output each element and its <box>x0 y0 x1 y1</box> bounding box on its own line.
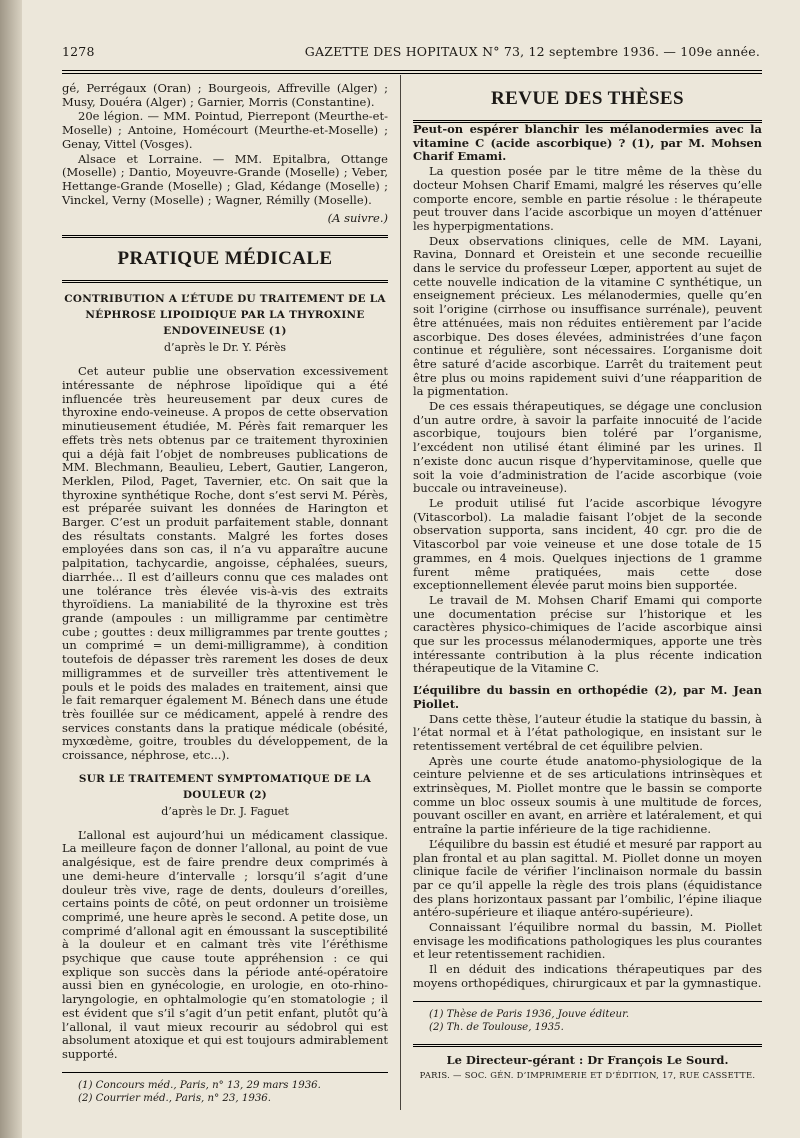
thesis-title-vitamine-c: Peut-on espérer blanchir les mélanodermies avec la vitamine C (acide ascorbique) ? (1), par M. Mohsen Charif Emami. <box>413 122 762 164</box>
thesis-1-paragraph-3: De ces essais thérapeutiques, se dégage une conclusion d’un autre ordre, à savoir la parfaite innocuité de l’acide ascorbique, toujours bien toléré par l’organisme, l’excédent non utilisé étant éliminé par les urines. Il n’existe donc aucun risque d’hypervitaminose, quelle que soit la voie d’administration de l’acide ascorbique (voie buccale ou intraveineuse). <box>413 399 762 496</box>
thesis-2-paragraph-2: Après une courte étude anatomo-physiologique de la ceinture pelvienne et de ses articulations intrinsèques et extrinsèques, M. Piollet montre que le bassin se comporte comme un bloc osseux soumis à une multitude de forces, pouvant osciller en avant, en arrière et latéralement, et qui entraîne la partie inférieure de la tige rachidienne. <box>413 753 762 837</box>
printer-line: PARIS. — SOC. GÉN. D’IMPRIMERIE ET D’ÉDITION, 17, RUE CASSETTE. <box>419 1069 756 1080</box>
thesis-1-paragraph-5: Le travail de M. Mohsen Charif Emami qui comporte une documentation précise sur l’historique et les caractères physico-chimiques de l’acide ascorbique ainsi que sur les processus mélanodermiques, apporte une très intéressante contribution à la plus récente indication thérapeutique de la Vitamine C. <box>413 592 762 676</box>
section-title-revue: REVUE DES THÈSES <box>491 88 684 109</box>
to-be-continued: (A suivre.) <box>327 211 388 226</box>
article-byline-peres: d’après le Dr. Y. Pérès <box>163 341 287 355</box>
page-header <box>62 42 762 62</box>
thesis-1-paragraph-1: La question posée par le titre même de la thèse du docteur Mohsen Charif Emami, malgré les réserves qu’elle comporte encore, semble en partie résolue : le thérapeute peut trouver dans l’acide ascorbique un moyen d’atténuer les hyperpigmentations. <box>413 164 762 233</box>
left-paragraph-2: 20e légion. — MM. Pointud, Pierrepont (Meurthe-et-Moselle) ; Antoine, Homécourt (Meurthe-et-Moselle) ; Genay, Vittel (Vosges). <box>62 109 388 151</box>
article-title-thyroxine: CONTRIBUTION A L’ÉTUDE DU TRAITEMENT DE LA NÉPHROSE LIPOIDIQUE PAR LA THYROXINE ENDOVEINEUSE (1) <box>64 293 386 338</box>
page-binding-shadow <box>0 0 22 1138</box>
thesis-1-paragraph-4: Le produit utilisé fut l’acide ascorbique lévogyre (Vitascorbol). La maladie faisant l’objet de la seconde observation supporta, sans incident, 40 cgr. pro die de Vitascorbol par voie veineuse et une dose totale de 15 grammes, en 4 mois. Quelques injections de 1 gramme furent même pratiquées, mais cette dose exceptionnellement élevée parut moins bien supportée. <box>413 495 762 593</box>
footnote-right-1: (1) Thèse de Paris 1936, Jouve éditeur. <box>429 1008 630 1020</box>
footnote-left-1: (1) Concours méd., Paris, n° 13, 29 mars 1936. <box>78 1079 321 1091</box>
footnote-left-2: (2) Courrier méd., Paris, n° 23, 1936. <box>78 1092 272 1104</box>
footnote-right-2: (2) Th. de Toulouse, 1935. <box>429 1021 564 1033</box>
column-divider <box>400 75 401 1110</box>
footnote-rule-left <box>62 1072 388 1073</box>
running-head: GAZETTE DES HOPITAUX N° 73, 12 septembre 1936. — 109e année. <box>304 44 760 59</box>
director-rule <box>413 1044 762 1047</box>
left-column <box>62 82 388 1105</box>
thesis-2-paragraph-4: Connaissant l’équilibre normal du bassin, M. Piollet envisage les modifications pathologiques les plus courantes et leur retentissement rachidien. <box>413 920 762 962</box>
section-rule-lower <box>62 280 388 283</box>
article-byline-faguet: d’après le Dr. J. Faguet <box>161 804 289 818</box>
thesis-title-bassin: L’équilibre du bassin en orthopédie (2), par M. Jean Piollet. <box>413 683 762 711</box>
article-title-douleur: SUR LE TRAITEMENT SYMPTOMATIQUE DE LA DOULEUR (2) <box>78 772 372 801</box>
header-rule <box>62 70 762 74</box>
article-text-douleur: L’allonal est aujourd’hui un médicament classique. La meilleure façon de donner l’allonal, au point de vue analgésique, est de faire prendre deux comprimés à une demi-heure d’intervalle ; lorsqu’il s’agit d’une douleur très vive, rage de dents, douleurs d’oreilles, certains points de côté, on peut ordonner un troisième comprimé, une heure après le second. A petite dose, un comprimé d’allonal agit en émoussant la susceptibilité à la douleur et en calmant très vite l’éréthisme psychique que cause toute appréhension : ce qui explique son succès dans la période anté-opératoire aussi bien en gynécologie, en urologie, en oto-rhino-laryngologie, en ophtalmologie qu’en stomatologie ; il est évident que s’il s’agit d’un petit enfant, plutôt qu’à l’allonal, il vaut mieux recourir au sédobrol qui est absolument atoxique et qui est toujours admirablement supporté. <box>62 827 388 1061</box>
left-paragraph-3: Alsace et Lorraine. — MM. Epitalbra, Ottange (Moselle) ; Dantio, Moyeuvre-Grande (Moselle) ; Veber, Hettange-Grande (Moselle) ; Glad, Kédange (Moselle) ; Vinckel, Verny (Moselle) ; Wagner, Rémilly (Moselle). <box>62 151 388 207</box>
thesis-2-paragraph-3: L’équilibre du bassin est étudié et mesuré par rapport au plan frontal et au plan sagittal. M. Piollet donne un moyen clinique facile de vérifier l’inclinaison normale du bassin par ce qu’il appelle la règle des trois plans (équidistance des plans horizontaux passant par l’ombilic, l’épine iliaque antéro-supérieure et iliaque antéro-supérieure). <box>413 836 762 920</box>
page-number: 1278 <box>62 44 95 59</box>
thesis-2-paragraph-5: Il en déduit des indications thérapeutiques par des moyens orthopédiques, chirurgicaux et par la gymnastique. <box>413 962 762 990</box>
article-text-thyroxine: Cet auteur publie une observation excessivement intéressante de néphrose lipoïdique qui a été influencée très heureusement par deux cures de thyroxine endo-veineuse. A propos de cette observation minutieusement étudiée, M. Pérès fait remarquer les effets très nets obtenus par ce traitement thyroxinien qui a déjà fait l’objet de nombreuses publications de MM. Blechmann, Beaulieu, Lebert, Gautier, Langeron, Merklen, Pilod, Paget, Tavernier, etc. On sait que la thyroxine synthétique Roche, dont s’est servi M. Pérès, est préparée suivant les données de Harington et Barger. C’est un produit parfaitement stable, donnant des résultats constants. Malgré les fortes doses employées dans son cas, il n’a vu apparaître aucune palpitation, tachycardie, angoisse, céphalées, sueurs, diarrhée... Il est d’ailleurs connu que ces malades ont une tolérance très élevée vis-à-vis des extraits thyroïdiens. La maniabilité de la thyroxine est très grande (ampoules : un milligramme par centimètre cube ; gouttes : deux milligrammes par trente gouttes ; un comprimé = un demi-milligramme), à condition toutefois de dépasser très rarement les doses de deux milligrammes et de surveiller très attentivement le pouls et le poids des malades en traitement, ainsi que le fait remarquer également M. Bénech dans une étude très fouillée sur ce médicament, appelé à rendre des services constants dans la pratique médicale (obésité, myxœdème, goitre, troubles du développement, de la croissance, néphrose, etc...). <box>62 364 388 763</box>
thesis-1-paragraph-2: Deux observations cliniques, celle de MM. Layani, Ravina, Donnard et Oreistein et une seconde recueillie dans le service du professeur Lœper, apportent au sujet de cette nouvelle indication de la vitamine C synthétique, un enseignement précieux. Les mélanodermies, quelle qu’en soit l’origine (cirrhose ou insuffisance surrénale), peuvent être atténuées, mais non réduites entièrement par l’acide ascorbique. Des doses élevées, administrées d’une façon continue et régulière, sont nécessaires. L’organisme doit être saturé d’acide ascorbique. L’arrêt du traitement peut être plus ou moins rapidement suivi d’une réapparition de la pigmentation. <box>413 233 762 399</box>
director-line: Le Directeur-gérant : Dr François Le Sourd. <box>446 1052 729 1067</box>
section-title-pratique: PRATIQUE MÉDICALE <box>117 248 333 270</box>
left-paragraph-1: gé, Perrégaux (Oran) ; Bourgeois, Affreville (Alger) ; Musy, Douéra (Alger) ; Garnier, Morris (Constantine). <box>62 81 388 109</box>
thesis-2-paragraph-1: Dans cette thèse, l’auteur étudie la statique du bassin, à l’état normal et à l’état pathologique, en insistant sur le retentissement vertébral de cet équilibre pelvien. <box>413 711 762 753</box>
section-rule <box>62 235 388 238</box>
footnote-rule-right <box>413 1001 762 1002</box>
right-column <box>413 82 762 1080</box>
